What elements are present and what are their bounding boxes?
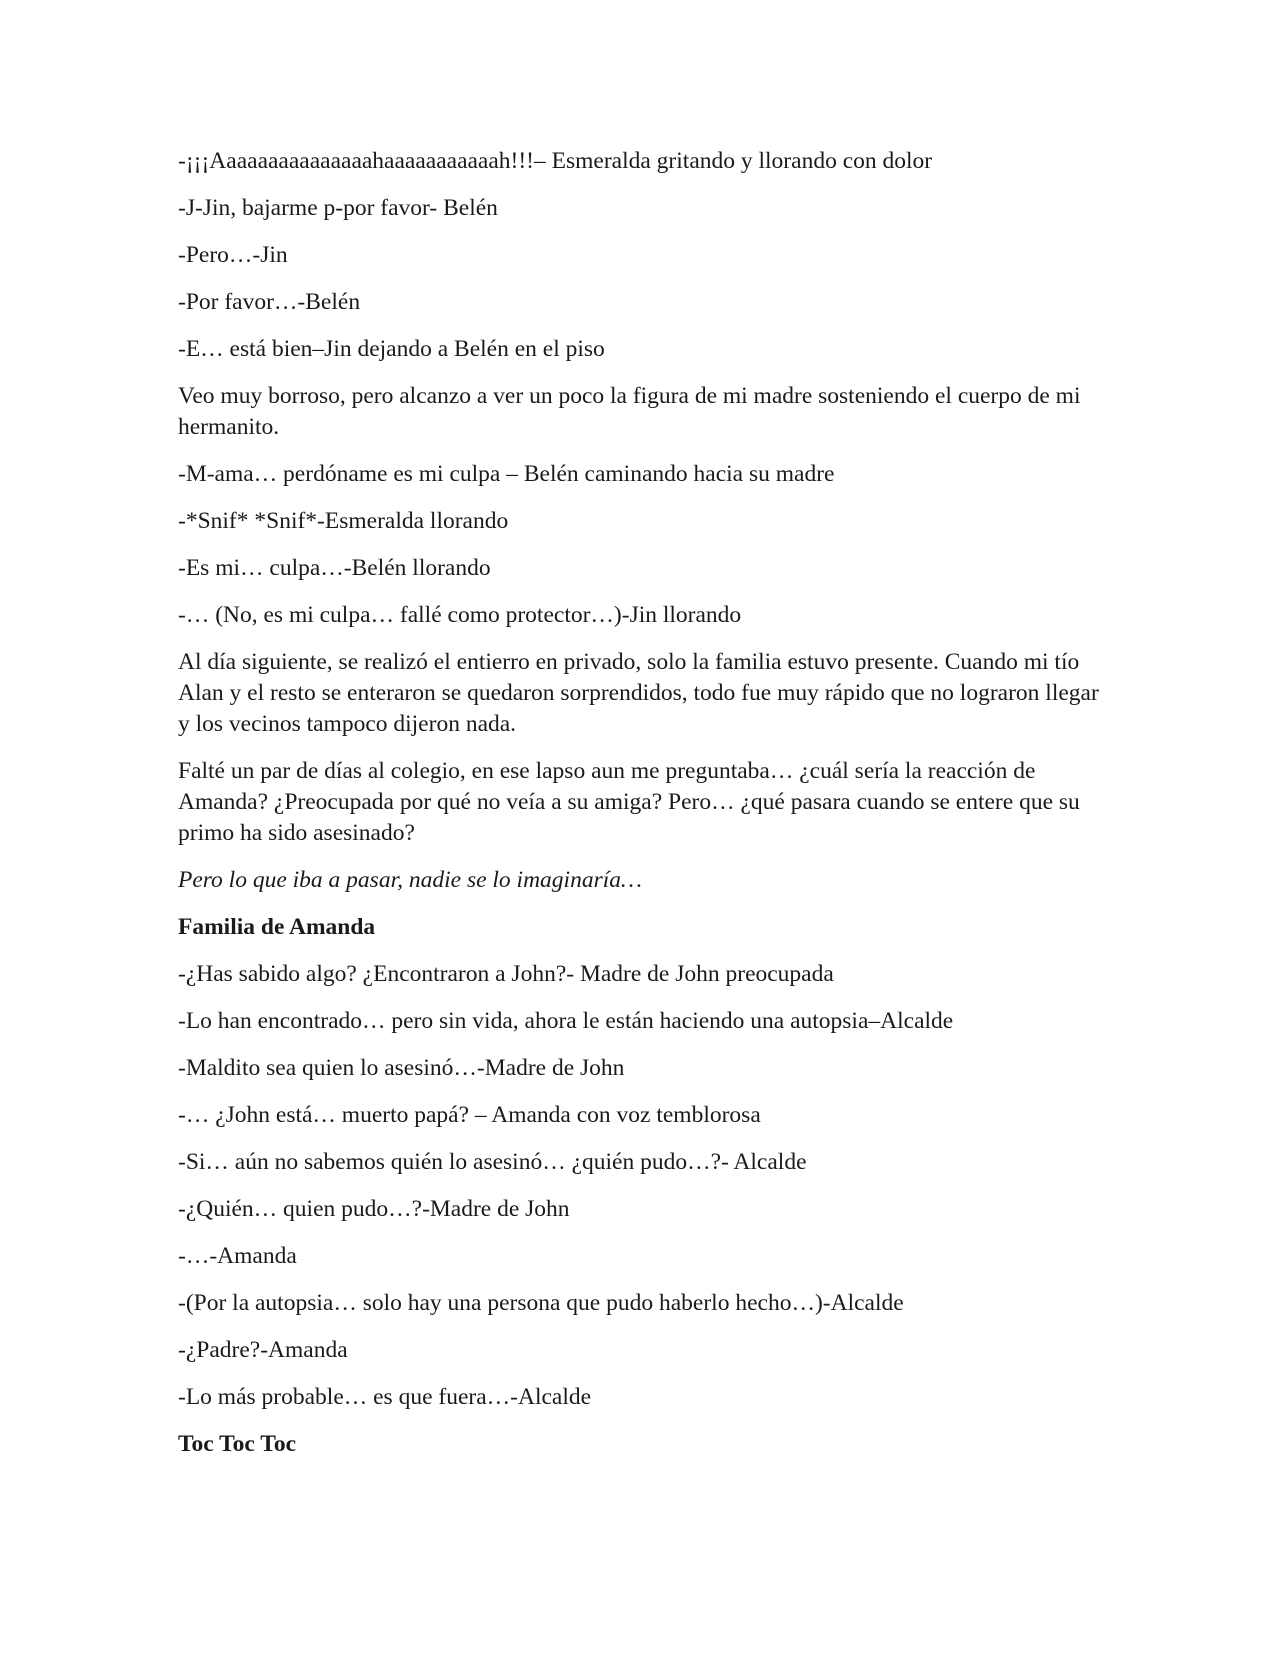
narrative-paragraph: Al día siguiente, se realizó el entierro en privado, solo la familia estuvo presente. Cuando mi tío Alan y el resto se enteraron se quedaron sorprendidos, todo fue muy rápido que no lograron llegar y los vecinos tampoco dijeron nada. bbox=[178, 649, 1099, 737]
dialogue-line: -Pero…-Jin bbox=[178, 242, 288, 268]
dialogue-line: -¡¡¡Aaaaaaaaaaaaaaahaaaaaaaaaaah!!!– Esmeralda gritando y llorando con dolor bbox=[178, 148, 933, 174]
narrative-paragraph: Veo muy borroso, pero alcanzo a ver un poco la figura de mi madre sosteniendo el cuerpo de mi hermanito. bbox=[178, 383, 1081, 440]
dialogue-line: -…-Amanda bbox=[178, 1243, 297, 1269]
dialogue-line: -¿Has sabido algo? ¿Encontraron a John?- Madre de John preocupada bbox=[178, 961, 834, 987]
italic-narrative-line: Pero lo que iba a pasar, nadie se lo imaginaría… bbox=[178, 867, 642, 893]
dialogue-line: -(Por la autopsia… solo hay una persona que pudo haberlo hecho…)-Alcalde bbox=[178, 1290, 904, 1316]
dialogue-line: -Lo más probable… es que fuera…-Alcalde bbox=[178, 1384, 592, 1410]
dialogue-line: -¿Quién… quien pudo…?-Madre de John bbox=[178, 1196, 570, 1222]
dialogue-line: -Lo han encontrado… pero sin vida, ahora le están haciendo una autopsia–Alcalde bbox=[178, 1008, 954, 1034]
dialogue-line: -*Snif* *Snif*-Esmeralda llorando bbox=[178, 508, 509, 534]
dialogue-line: -… (No, es mi culpa… fallé como protector…)-Jin llorando bbox=[178, 602, 742, 628]
narrative-paragraph: Falté un par de días al colegio, en ese lapso aun me preguntaba… ¿cuál sería la reacción de Amanda? ¿Preocupada por qué no veía a su amiga? Pero… ¿qué pasara cuando se entere que su primo ha sido asesinado? bbox=[178, 758, 1080, 846]
dialogue-line: -M-ama… perdóname es mi culpa – Belén caminando hacia su madre bbox=[178, 461, 835, 487]
dialogue-line: -J-Jin, bajarme p-por favor- Belén bbox=[178, 195, 498, 221]
dialogue-line: -… ¿John está… muerto papá? – Amanda con voz temblorosa bbox=[178, 1102, 761, 1128]
section-heading: Toc Toc Toc bbox=[178, 1431, 296, 1457]
dialogue-line: -Es mi… culpa…-Belén llorando bbox=[178, 555, 491, 581]
dialogue-line: -E… está bien–Jin dejando a Belén en el piso bbox=[178, 336, 605, 362]
dialogue-line: -Maldito sea quien lo asesinó…-Madre de John bbox=[178, 1055, 625, 1081]
document-body bbox=[178, 146, 1108, 1476]
dialogue-line: -Por favor…-Belén bbox=[178, 289, 361, 315]
dialogue-line: -Si… aún no sabemos quién lo asesinó… ¿quién pudo…?- Alcalde bbox=[178, 1149, 807, 1175]
section-heading: Familia de Amanda bbox=[178, 914, 376, 940]
dialogue-line: -¿Padre?-Amanda bbox=[178, 1337, 348, 1363]
